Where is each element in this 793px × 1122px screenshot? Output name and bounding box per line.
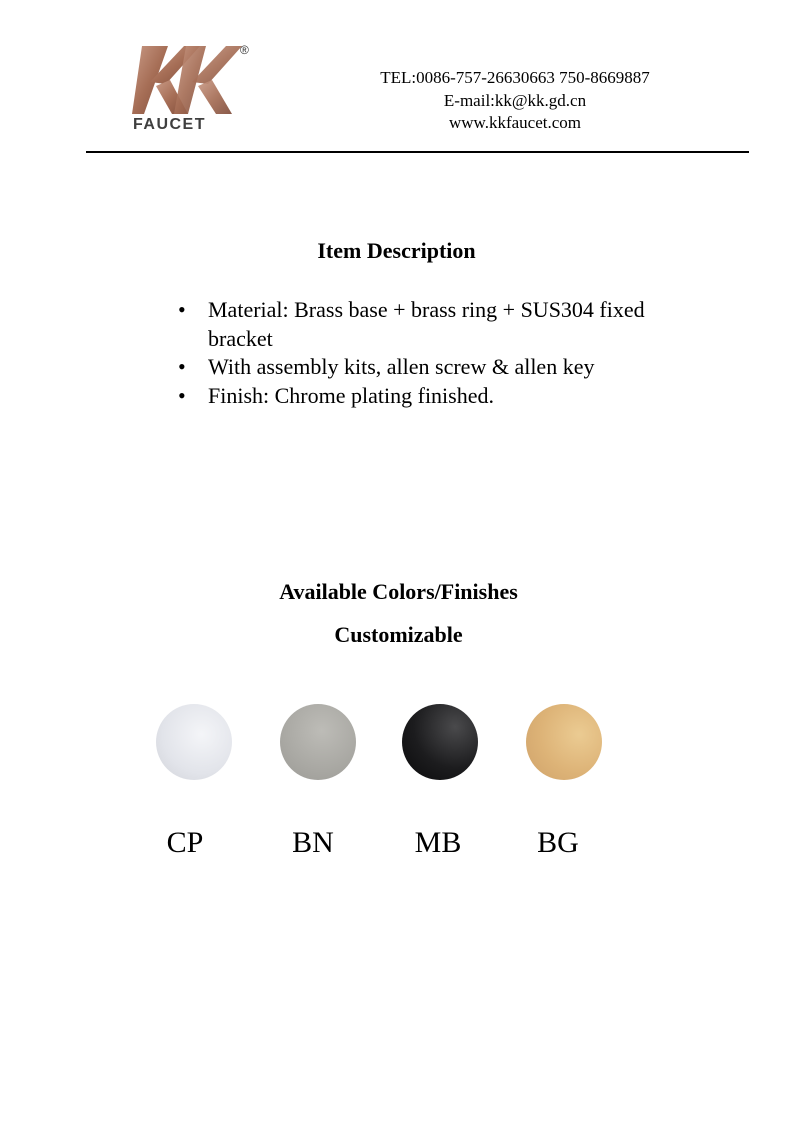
item-description-title: Item Description (317, 238, 476, 263)
swatch-label-cp: CP (166, 826, 204, 859)
finishes-subtitle: Customizable (334, 622, 463, 647)
swatch-cp (156, 704, 232, 780)
swatch-mb (402, 704, 478, 780)
list-item (178, 382, 648, 411)
swatch-label-bg: BG (537, 826, 579, 859)
list-item-text: With assembly kits, allen screw & allen key (208, 354, 595, 379)
telephone-line: TEL:0086-757-26630663 750-8669887 (380, 68, 650, 87)
header-divider (86, 151, 749, 153)
website-line: www.kkfaucet.com (448, 113, 581, 132)
finishes-title: Available Colors/Finishes (279, 579, 518, 604)
swatch-label-bn: BN (292, 826, 334, 859)
contact-block (340, 67, 690, 135)
bullet: • (178, 382, 186, 408)
company-logo (130, 40, 260, 132)
email-line: E-mail:kk@kk.gd.cn (443, 90, 587, 110)
swatch-bg (526, 704, 602, 780)
list-item-text: Finish: Chrome plating finished. (208, 382, 494, 408)
bullet: • (178, 297, 186, 322)
kk-logo-mark (130, 40, 260, 132)
bullet: • (178, 354, 186, 379)
item-description-list (178, 296, 648, 410)
swatch-bn (280, 704, 356, 780)
logo-wordmark: FAUCET (133, 116, 206, 132)
list-item (178, 353, 648, 382)
swatch-label-mb: MB (414, 826, 462, 859)
registered-mark: ® (240, 43, 249, 57)
list-item (178, 296, 648, 353)
list-item-text: Material: Brass base + brass ring + SUS304 fixed bracket (208, 297, 645, 351)
